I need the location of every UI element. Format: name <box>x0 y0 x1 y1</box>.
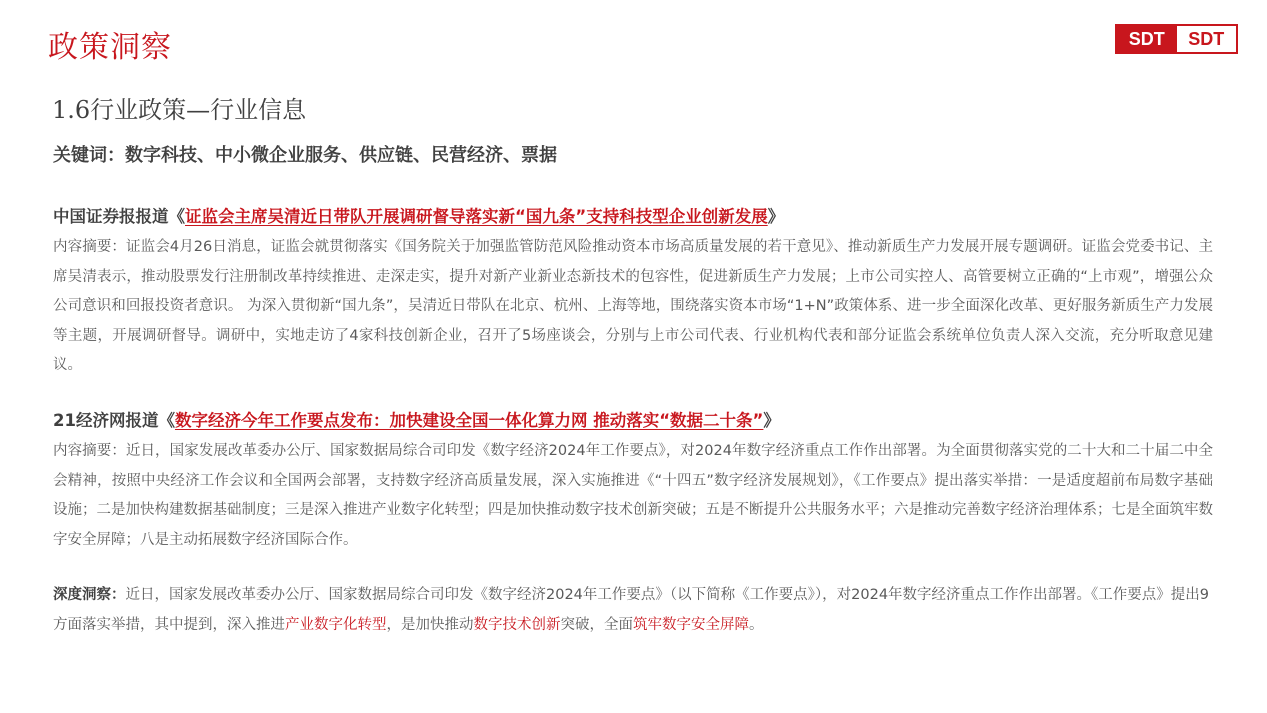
insight-text: 近日，国家发展改革委办公厅、国家数据局综合司印发《数字经济2024年工作要点》（以下简称《工作要点》），对2024年数字经济重点工作作出部署。《工作要点》提出9方面落实举措，其中提到，深入推进 <box>53 587 1210 633</box>
insight-text: 突破，全面 <box>560 616 633 633</box>
title-open-quote: 《 <box>168 207 185 226</box>
deep-insight-paragraph <box>53 581 1213 640</box>
insight-text: 。 <box>749 616 764 633</box>
insight-highlight: 数字技术创新 <box>473 616 561 633</box>
article-1 <box>53 205 1213 381</box>
article-heading <box>53 205 1213 229</box>
article-summary: 内容摘要：近日，国家发展改革委办公厅、国家数据局综合司印发《数字经济2024年工作要点》，对2024年数字经济重点工作作出部署。为全面贯彻落实党的二十大和二十届二中全会精神，按照中央经济工作会议和全国两会部署，支持数字经济高质量发展，深入实施推进《“十四五”数字经济发展规划》，《工作要点》提出落实举措：一是适度超前布局数字基础设施；二是加快构建数据基础制度；三是深入推进产业数字化转型；四是加快推动数字技术创新突破；五是不断提升公共服务水平；六是推动完善数字经济治理体系；七是全面筑牢数字安全屏障；八是主动拓展数字经济国际合作。 <box>53 443 1213 548</box>
section-title: 1.6行业政策—行业信息 <box>52 96 307 124</box>
page-header-title: 政策洞察 <box>48 30 172 65</box>
insight-highlight: 筑牢数字安全屏障 <box>633 616 749 633</box>
title-close-quote: 》 <box>767 207 785 226</box>
title-close-quote: 》 <box>763 411 780 430</box>
title-open-quote: 《 <box>158 411 175 430</box>
insight-text: ，是加快推动 <box>386 616 474 633</box>
article-title-link[interactable]: 证监会主席吴清近日带队开展调研督导落实新“国九条”支持科技型企业创新发展 <box>185 207 768 226</box>
insight-label: 深度洞察： <box>53 587 126 603</box>
keywords-line: 关键词：数字科技、中小微企业服务、供应链、民营经济、票据 <box>53 145 557 166</box>
article-source: 中国证券报报道 <box>53 207 169 226</box>
article-summary: 内容摘要：证监会4月26日消息，证监会就贯彻落实《国务院关于加强监管防范风险推动资本市场高质量发展的若干意见》、推动新质生产力发展开展专题调研。证监会党委书记、主席吴清表示，推动股票发行注册制改革持续推进、走深走实，提升对新产业新业态新技术的包容性，促进新质生产力发展；上市公司实控人、高管要树立正确的“上市观”，增强公众公司意识和回报投资者意识。 为深入贯彻新“国九条”，吴清近日带队在北京、杭州、上海等地，围绕落实资本市场“1+N”政策体系、进一步全面深化改革、更好服务新质生产力发展等主题，开展调研督导。调研中，实地走访了4家科技创新企业，召开了5场座谈会，分别与上市公司代表、行业机构代表和部分证监会系统单位负责人深入交流，充分听取意见建议。 <box>53 239 1213 373</box>
article-2 <box>53 409 1213 555</box>
article-source: 21经济网报道 <box>53 411 159 430</box>
logo-left-text: SDT <box>1117 26 1177 52</box>
insight-highlight: 产业数字化转型 <box>285 616 387 633</box>
article-title-link[interactable]: 数字经济今年工作要点发布：加快建设全国一体化算力网 推动落实“数据二十条” <box>174 411 764 430</box>
sdt-logo <box>1115 24 1238 54</box>
article-heading <box>53 409 1213 433</box>
logo-right-text: SDT <box>1177 26 1237 52</box>
